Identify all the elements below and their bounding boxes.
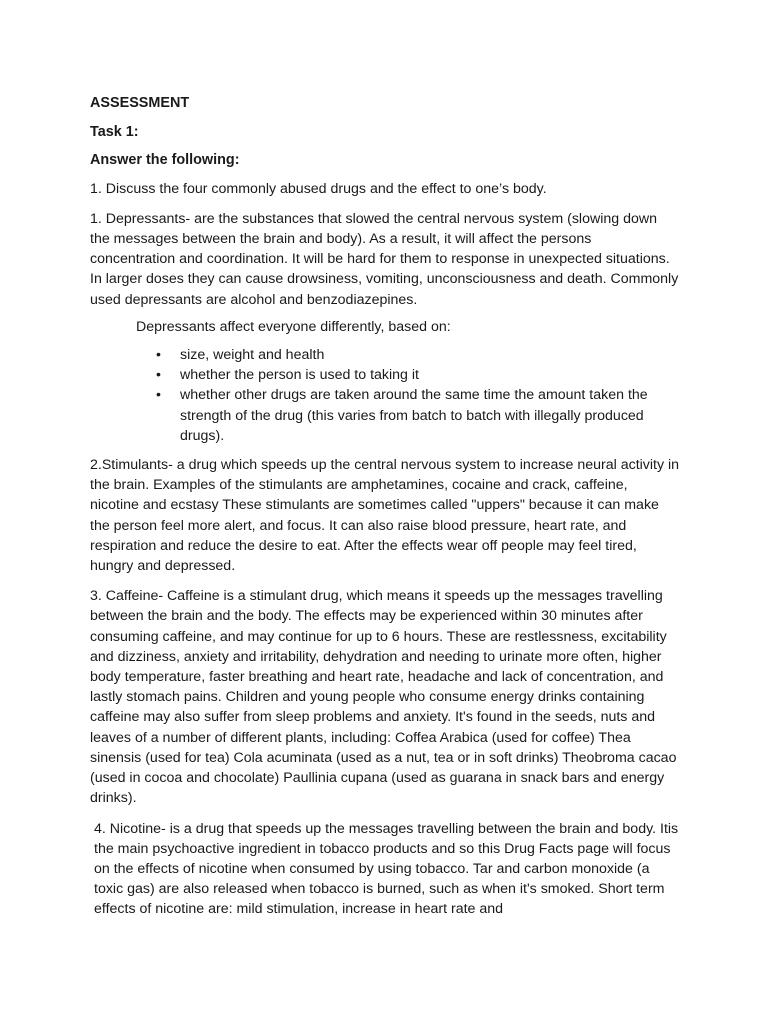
- task-heading: Task 1:: [90, 124, 139, 141]
- depressants-intro: Depressants affect everyone differently, based on:: [136, 318, 451, 335]
- nicotine-paragraph: 4. Nicotine- is a drug that speeds up the messages travelling between the brain and body. Itis the main psychoactive ingredient in tobacco products and so this Drug Facts page will focus on the effects of nicotine when consumed by using tobacco. Tar and carbon monoxide (a toxic gas) are also released when tobacco is burned, such as when it's smoked. Short term effects of nicotine are: mild stimulation, increase in heart rate and: [94, 820, 679, 918]
- document-title: ASSESSMENT: [90, 95, 190, 111]
- list-item: • size, weight and health: [180, 345, 680, 365]
- caffeine-paragraph: 3. Caffeine- Caffeine is a stimulant drug, which means it speeds up the messages travelling between the brain and the body. The effects may be experienced within 30 minutes after consuming caffeine, and may continue for up to 6 hours. These are restlessness, excitability and dizziness, anxiety and irritability, dehydration and needing to urinate more often, higher body temperature, faster breathing and heart rate, headache and lack of concentration, and lastly stomach pains. Children and young people who consume energy drinks containing caffeine may also suffer from sleep problems and anxiety. It's found in the seeds, nuts and leaves of a number of different plants, including: Coffea Arabica (used for coffee) Thea sinensis (used for tea) Cola acuminata (used as a nut, tea or in soft drinks) Theobroma cacao (used in cocoa and chocolate) Paullinia cupana (used as guarana in snack bars and energy drinks).: [90, 588, 677, 807]
- list-item: • whether other drugs are taken around the same time the amount taken the strength of the drug (this varies from batch to batch with illegally produced drugs).: [180, 385, 680, 446]
- stimulants-paragraph: 2.Stimulants- a drug which speeds up the central nervous system to increase neural activity in the brain. Examples of the stimulants are amphetamines, cocaine and crack, caffeine, nicotine and ecstasy These stimulants are sometimes called "uppers" because it can make the person feel more alert, and focus. It can also raise blood pressure, heart rate, and respiration and reduce the desire to eat. After the effects wear off people may feel tired, hungry and depressed.: [90, 457, 680, 575]
- document-page: [90, 93, 680, 930]
- list-item: • whether the person is used to taking it: [180, 365, 680, 385]
- depressants-factor-list: [90, 345, 680, 446]
- question-text: 1. Discuss the four commonly abused drugs and the effect to one’s body.: [90, 180, 547, 197]
- instruction-heading: Answer the following:: [90, 152, 240, 169]
- depressants-paragraph: 1. Depressants- are the substances that slowed the central nervous system (slowing down the messages between the brain and body). As a result, it will affect the persons concentration and coordination. It will be hard for them to response in unexpected situations. In larger doses they can cause drowsiness, vomiting, unconsciousness and death. Commonly used depressants are alcohol and benzodiazepines.: [90, 210, 679, 308]
